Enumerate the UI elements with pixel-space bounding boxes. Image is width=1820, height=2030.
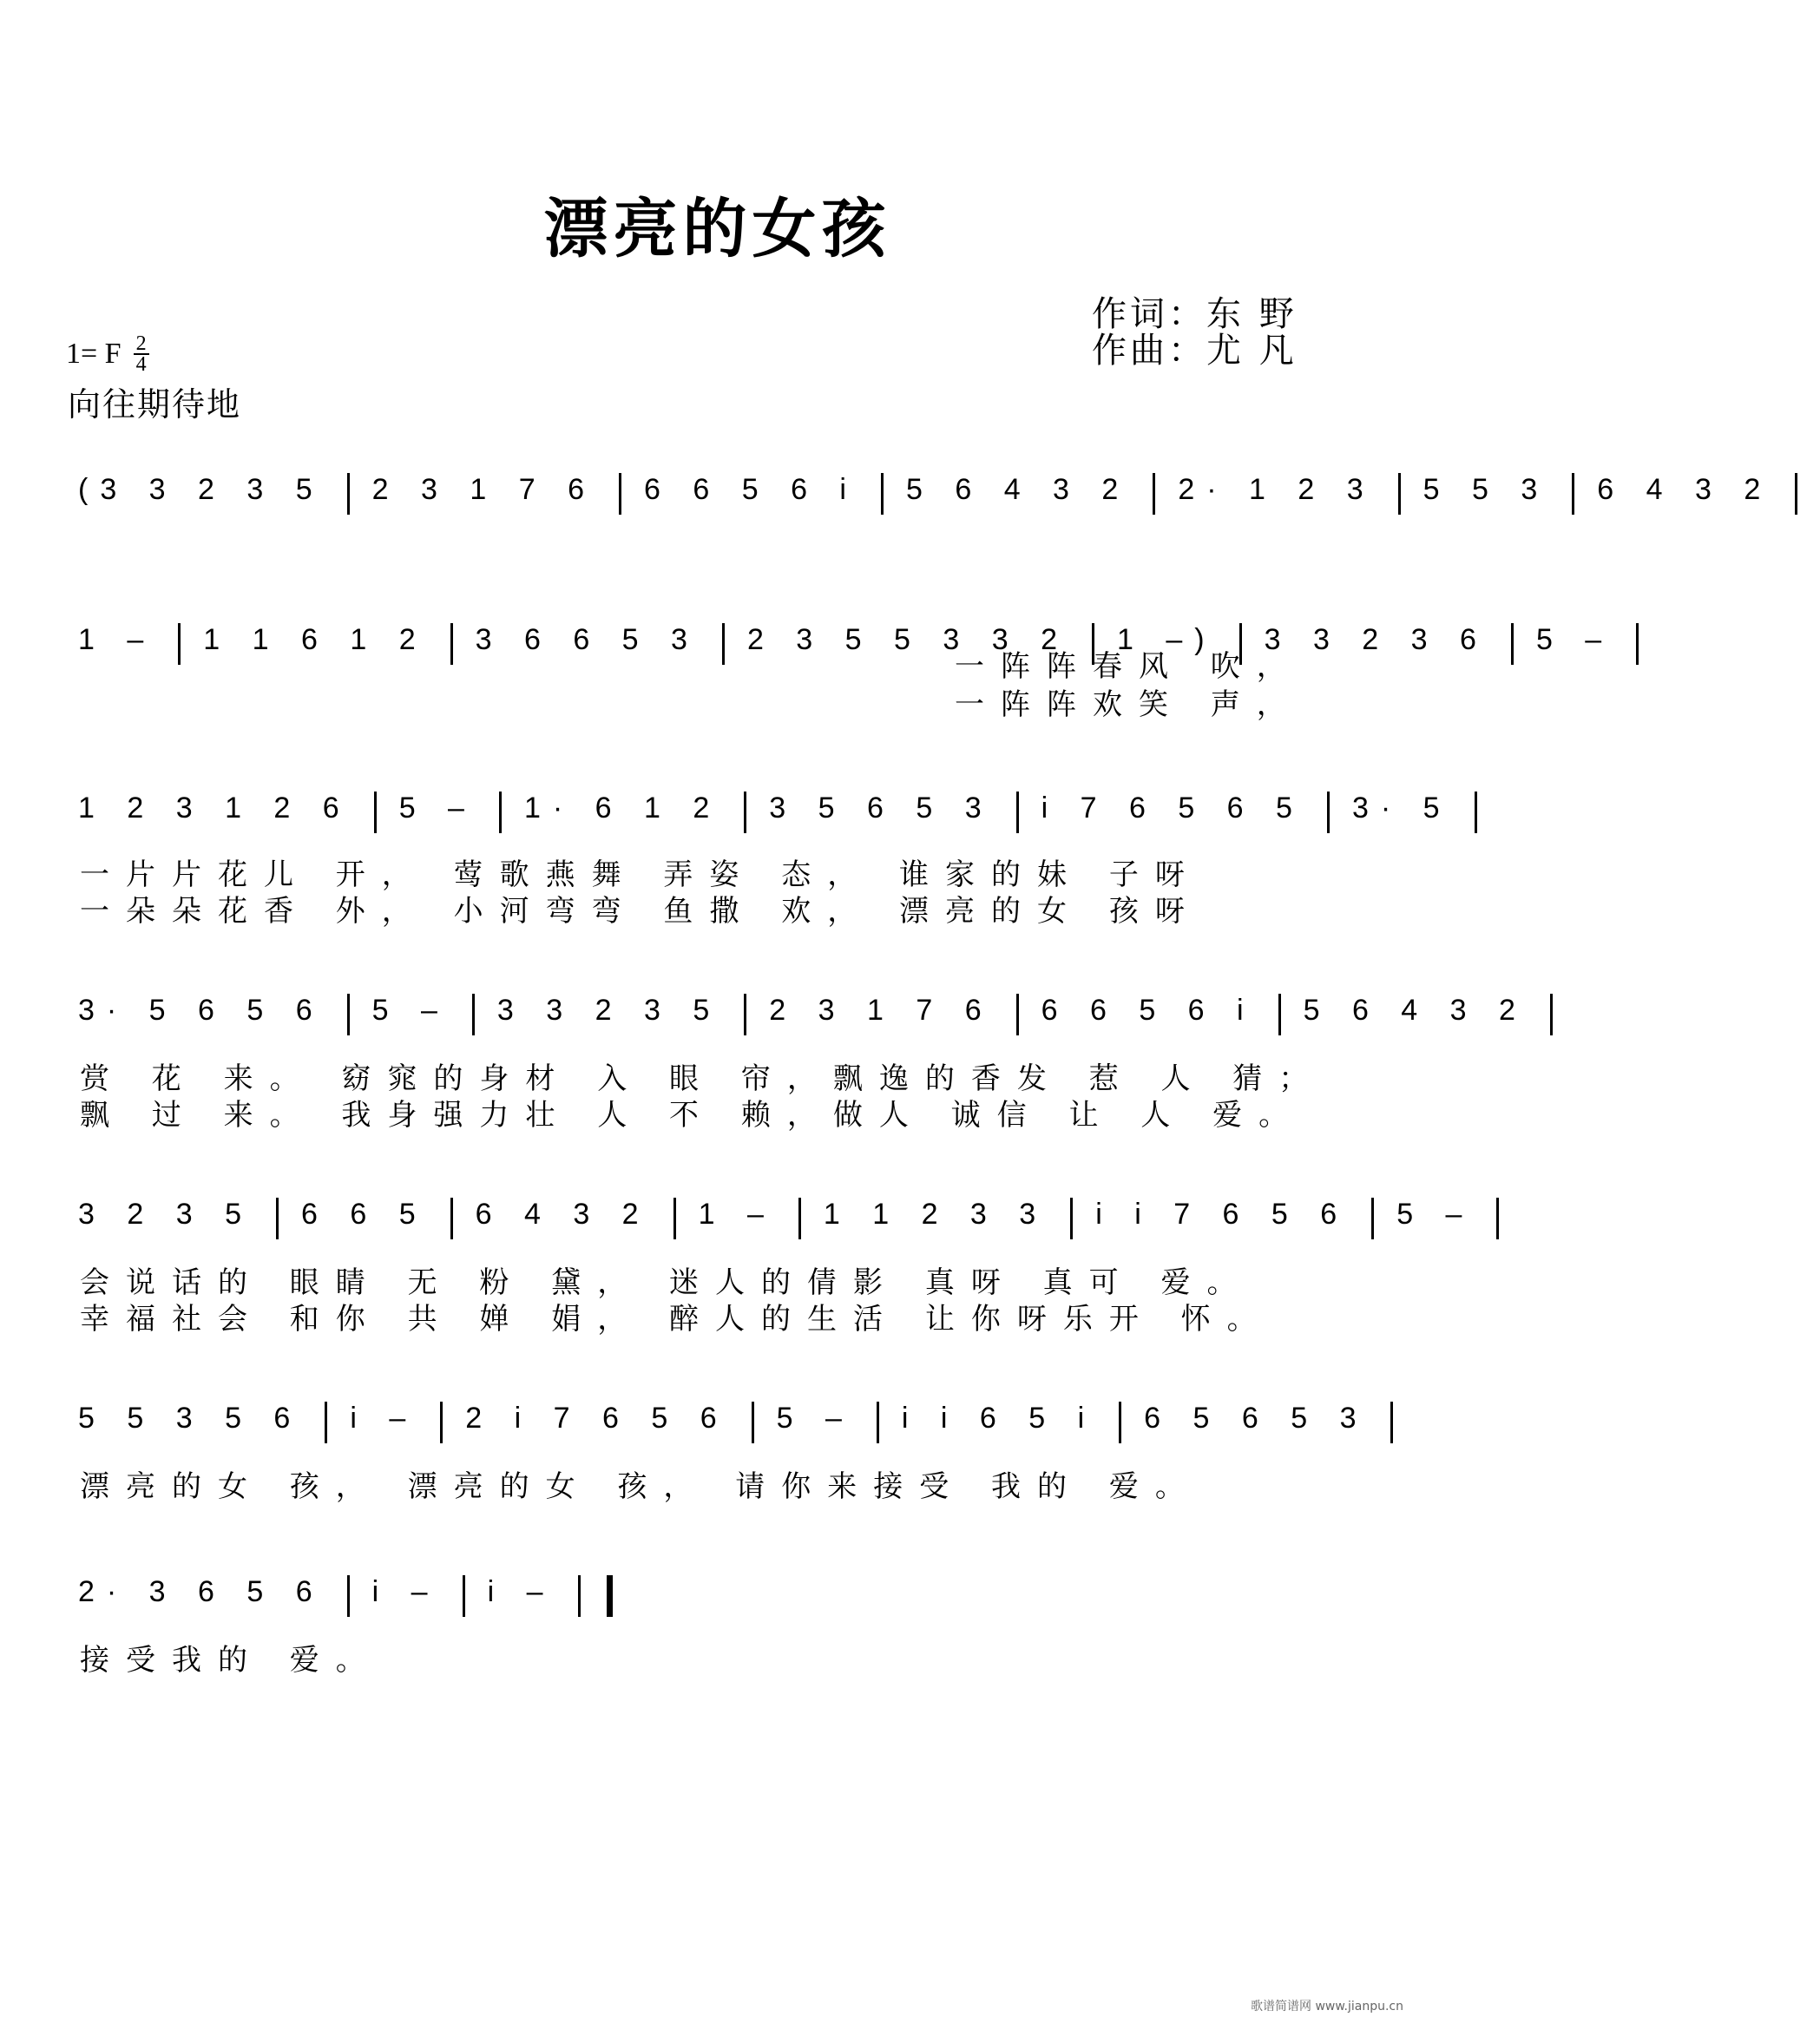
barline bbox=[374, 792, 377, 833]
barline bbox=[881, 473, 884, 515]
barline bbox=[1371, 1198, 1374, 1239]
barline bbox=[1636, 623, 1639, 665]
measure: 1 –) bbox=[1117, 623, 1217, 656]
measure: 2· 3 6 5 6 bbox=[78, 1575, 325, 1608]
barline bbox=[877, 1402, 879, 1443]
barline bbox=[1327, 792, 1330, 833]
barline bbox=[1390, 1402, 1393, 1443]
key-text: 1= F bbox=[66, 338, 122, 370]
barline bbox=[798, 1198, 801, 1239]
barline bbox=[1398, 473, 1401, 515]
watermark: 歌谱简谱网 www.jianpu.cn bbox=[1251, 2000, 1403, 2014]
barline bbox=[1016, 994, 1019, 1035]
barline bbox=[1511, 623, 1514, 665]
lyric-row5-verse1: 会说话的 眼睛 无 粉 黛， 迷人的倩影 真呀 真可 爱。 bbox=[80, 1265, 1253, 1300]
measure: 3 3 2 3 6 bbox=[1264, 623, 1488, 656]
barline bbox=[450, 623, 453, 665]
barline bbox=[325, 1402, 327, 1443]
barline bbox=[463, 1575, 465, 1617]
barline bbox=[1550, 994, 1553, 1035]
barline bbox=[744, 994, 746, 1035]
measure: 1 – bbox=[78, 623, 156, 656]
measure: i – bbox=[487, 1575, 555, 1608]
time-denominator: 4 bbox=[135, 353, 147, 376]
measure: 1 2 3 1 2 6 bbox=[78, 792, 352, 824]
measure: 3· 5 bbox=[1351, 792, 1452, 824]
lyric-row2-verse1: 一阵阵春风 吹， bbox=[955, 649, 1303, 684]
measure: 5 6 4 3 2 bbox=[1303, 994, 1528, 1027]
measure: 3· 5 6 5 6 bbox=[78, 994, 325, 1027]
key-signature bbox=[66, 334, 149, 374]
barline bbox=[1475, 792, 1477, 833]
lyric-row6-verse1: 漂亮的女 孩， 漂亮的女 孩， 请你来接受 我的 爱。 bbox=[80, 1469, 1201, 1504]
time-signature bbox=[134, 334, 149, 374]
measure: 3 3 2 3 5 bbox=[496, 994, 722, 1027]
measure: (3 3 2 3 5 bbox=[78, 473, 325, 506]
measure: 2 i 7 6 5 6 bbox=[465, 1402, 729, 1435]
barline bbox=[276, 1198, 279, 1239]
barline bbox=[1016, 792, 1019, 833]
song-title: 漂亮的女孩 bbox=[543, 192, 891, 266]
lyric-row5-verse2: 幸福社会 和你 共 婵 娟， 醉人的生活 让你呀乐开 怀。 bbox=[80, 1302, 1273, 1337]
measure: 5 6 4 3 2 bbox=[905, 473, 1131, 506]
measure: 5 5 3 5 6 bbox=[78, 1402, 303, 1435]
barline bbox=[673, 1198, 676, 1239]
barline bbox=[1795, 473, 1797, 515]
lyric-row4-verse2: 飘 过 来。 我身强力壮 人 不 赖，做人 诚信 让 人 爱。 bbox=[80, 1098, 1305, 1133]
barline bbox=[1572, 473, 1574, 515]
lyric-row7-verse1: 接受我的 爱。 bbox=[80, 1643, 382, 1678]
measure: 1· 6 1 2 bbox=[523, 792, 722, 824]
barline bbox=[178, 623, 181, 665]
barline bbox=[1070, 1198, 1073, 1239]
measure: 1 1 2 3 3 bbox=[823, 1198, 1048, 1231]
barline bbox=[347, 473, 350, 515]
measure: 3 5 6 5 3 bbox=[769, 792, 994, 824]
measure: i – bbox=[371, 1575, 440, 1608]
composer-credit: 作曲：尤 凡 bbox=[1092, 331, 1298, 371]
barline bbox=[440, 1402, 443, 1443]
notation-row-7 bbox=[78, 1575, 1311, 1627]
barline bbox=[450, 1198, 453, 1239]
notation-row-3 bbox=[78, 792, 1452, 844]
barline bbox=[1278, 994, 1281, 1035]
measure: 5 – bbox=[1396, 1198, 1475, 1231]
time-numerator: 2 bbox=[135, 332, 147, 355]
barline bbox=[619, 473, 621, 515]
measure: 1 1 6 1 2 bbox=[203, 623, 428, 656]
barline bbox=[744, 792, 746, 833]
barline bbox=[752, 1402, 754, 1443]
measure: 5 5 3 bbox=[1422, 473, 1550, 506]
lyric-row4-verse1: 赏 花 来。 窈窕的身材 入 眼 帘，飘逸的香发 惹 人 猜； bbox=[80, 1061, 1325, 1096]
measure: 1 – bbox=[698, 1198, 776, 1231]
barline bbox=[1153, 473, 1155, 515]
measure: 2 3 1 7 6 bbox=[769, 994, 994, 1027]
measure: i i 6 5 i bbox=[901, 1402, 1097, 1435]
measure: i – bbox=[350, 1402, 418, 1435]
measure: 5 – bbox=[398, 792, 476, 824]
measure: 3 2 3 5 bbox=[78, 1198, 253, 1231]
measure: 2 3 1 7 6 bbox=[371, 473, 596, 506]
tempo-marking: 向往期待地 bbox=[68, 385, 242, 424]
measure: 6 4 3 2 bbox=[1597, 473, 1773, 506]
lyric-row3-verse1: 一片片花儿 开， 莺歌燕舞 弄姿 态， 谁家的妹 子呀 bbox=[80, 857, 1201, 892]
measure: 6 6 5 6 i bbox=[644, 473, 858, 506]
barline bbox=[578, 1575, 581, 1617]
notation-row-4 bbox=[78, 994, 1528, 1046]
final-barline bbox=[607, 1575, 613, 1617]
lyricist-credit: 作词：东 野 bbox=[1092, 294, 1298, 334]
barline bbox=[347, 994, 350, 1035]
barline bbox=[347, 1575, 350, 1617]
measure: 3 6 6 5 3 bbox=[475, 623, 700, 656]
barline bbox=[472, 994, 475, 1035]
barline bbox=[499, 792, 502, 833]
notation-row-6 bbox=[78, 1402, 1369, 1454]
measure: 6 6 5 bbox=[300, 1198, 428, 1231]
measure: 6 6 5 6 i bbox=[1041, 994, 1256, 1027]
notation-row-5 bbox=[78, 1198, 1475, 1250]
measure: 5 – bbox=[1535, 623, 1614, 656]
measure: 5 – bbox=[776, 1402, 854, 1435]
lyric-row2-verse2: 一阵阵欢笑 声， bbox=[955, 687, 1303, 722]
measure: 5 – bbox=[371, 994, 450, 1027]
lyric-row3-verse2: 一朵朵花香 外， 小河弯弯 鱼撒 欢， 漂亮的女 孩呀 bbox=[80, 894, 1201, 929]
measure: 6 5 6 5 3 bbox=[1144, 1402, 1369, 1435]
measure: i 7 6 5 6 5 bbox=[1041, 792, 1304, 824]
measure: 6 4 3 2 bbox=[475, 1198, 651, 1231]
notation-row-1 bbox=[78, 473, 1773, 525]
measure: 2 3 5 5 3 3 2 bbox=[746, 623, 1069, 656]
barline bbox=[1496, 1198, 1499, 1239]
measure: i i 7 6 5 6 bbox=[1095, 1198, 1350, 1231]
barline bbox=[1119, 1402, 1121, 1443]
barline bbox=[722, 623, 725, 665]
measure: 2· 1 2 3 bbox=[1178, 473, 1376, 506]
